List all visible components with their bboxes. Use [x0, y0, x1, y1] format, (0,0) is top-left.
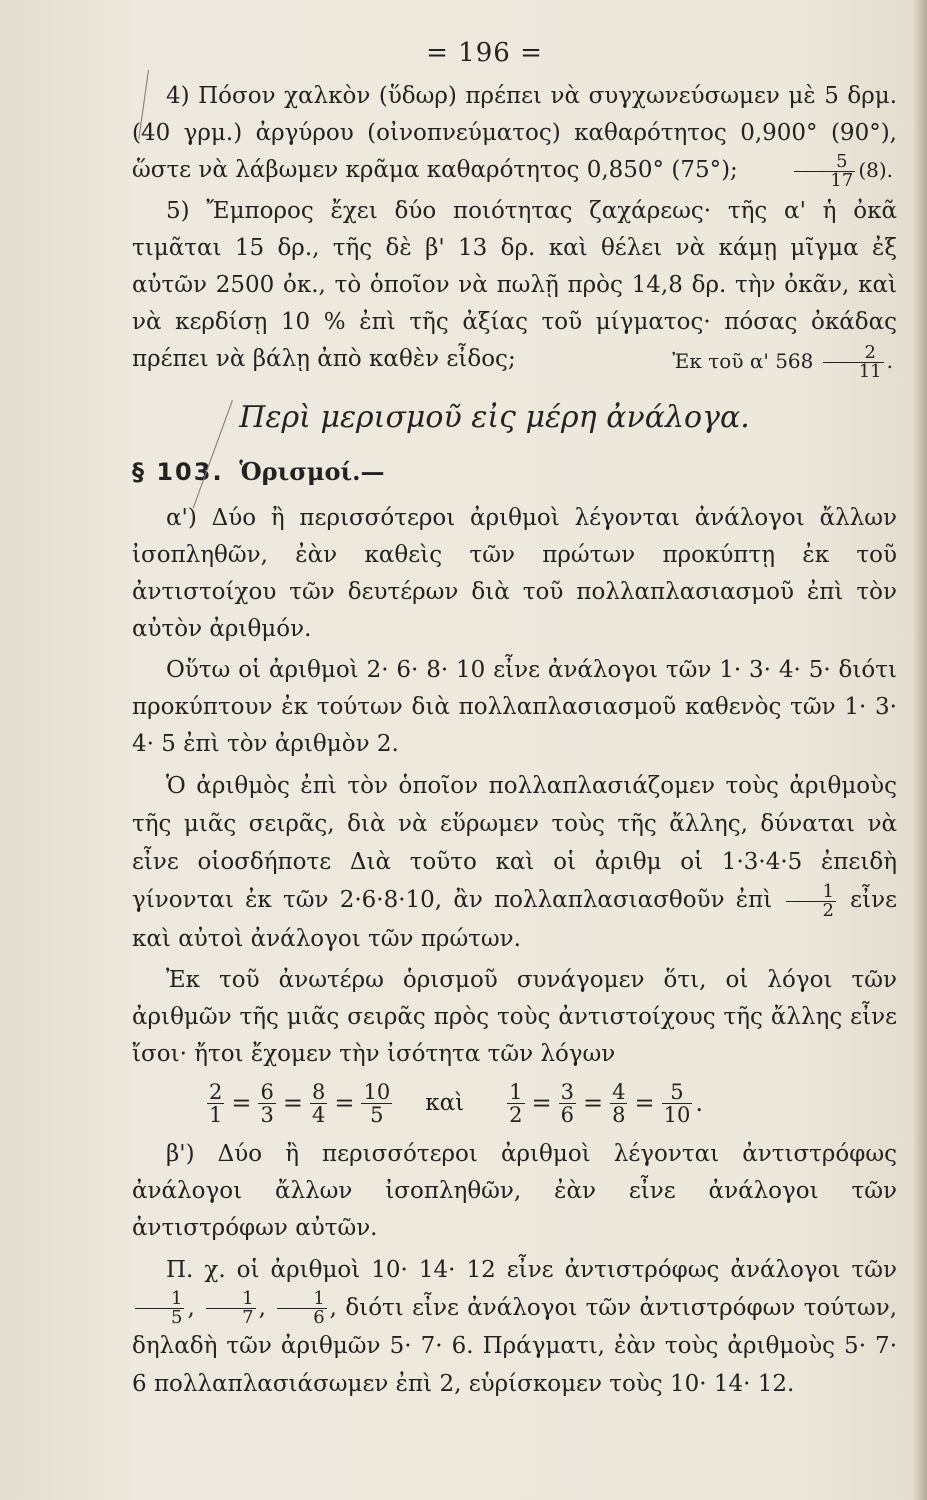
ratio-paragraph: Ἐκ τοῦ ἀνωτέρω ὁρισμοῦ συνάγομεν ὅτι, οἱ λόγοι τῶν ἀριθμῶν τῆς μιᾶς σειρᾶς πρὸς τοὺς ἀντιστοίχους τῆς ἄλλης εἶνε ἴσοι· ἤτοι ἔχομεν τὴν ἰσότητα τῶν λόγων [132, 966, 897, 1067]
fraction-denominator: 5 [171, 1307, 183, 1328]
multiplier-text-after: εἶνε καὶ αὐτοὶ ἀνάλογοι τῶν πρώτων. [132, 887, 898, 952]
fraction-denominator: 5 [370, 1102, 384, 1127]
page-number: = 196 = [426, 38, 543, 68]
problem-5-answer [638, 343, 893, 381]
multiplier-text: Ὁ ἀριθμὸς ἐπὶ τὸν ὁποῖον πολλαπλασιάζομεν τοὺς ἀριθμοὺς τῆς μιᾶς σειρᾶς, διὰ νὰ εὕρωμεν τοὺς τῆς ἄλλης, δύναται νὰ εἶνε οἱοσδήποτε Διὰ τοῦτο καὶ οἱ ἀριθμ οἱ 1·3·4·5 ἐπειδὴ γίνονται ἐκ τῶν 2·6·8·10, ἂν πολλαπλασιασθοῦν ἐπὶ [132, 773, 897, 913]
fraction-denominator: 2 [509, 1102, 523, 1127]
fraction-denominator: 10 [663, 1102, 691, 1127]
fraction-denominator: 2 [822, 899, 834, 921]
fraction-numerator: 1 [277, 1290, 326, 1309]
fraction-numerator: 1 [135, 1290, 184, 1309]
problem-4 [132, 78, 897, 189]
equals-sign: = [231, 1089, 252, 1117]
equals-sign: = [582, 1089, 604, 1117]
problem-4-answer-fraction [794, 153, 855, 190]
equation-end: . [695, 1089, 703, 1117]
inverse-fraction-1-7 [206, 1290, 255, 1327]
fraction-denominator: 1 [209, 1102, 223, 1127]
equation-fraction-5-10 [662, 1081, 693, 1126]
multiplier-fraction [786, 880, 835, 921]
equation-fraction-2-1 [207, 1081, 224, 1126]
fraction-numerator: 10 [363, 1079, 391, 1104]
fraction-numerator: 3 [560, 1079, 574, 1104]
fraction-denominator: 6 [313, 1307, 325, 1328]
equation-fraction-6-3 [258, 1081, 275, 1126]
fraction-numerator: 4 [612, 1079, 626, 1104]
section-title: Ὁρισμοί.— [239, 457, 385, 486]
chapter-heading: Περὶ μερισμοῦ εἰς μέρη ἀνάλογα. [239, 400, 750, 435]
fraction-denominator: 3 [260, 1102, 274, 1127]
equation-fraction-3-6 [559, 1081, 576, 1126]
problem-5-answer-prefix: Ἐκ τοῦ α' 568 [672, 349, 814, 373]
inverse-text-after: διότι εἶνε ἀνάλογοι τῶν ἀντιστρόφων τούτων, δηλαδὴ τῶν ἀριθμῶν 5· 7· 6. Πράγματι, ἐὰν τοὺς ἀριθμοὺς 5· 7· 6 πολλαπλασιάσωμεν ἐπὶ 2, εὑρίσκομεν τοὺς 10· 14· 12. [132, 1294, 898, 1397]
fraction-numerator: 5 [794, 153, 855, 172]
problem-5 [132, 193, 897, 382]
inverse-fraction-1-5 [135, 1290, 184, 1327]
equation-fraction-10-5 [361, 1081, 392, 1126]
fraction-denominator: 8 [612, 1102, 626, 1127]
fraction-numerator: 5 [662, 1081, 693, 1104]
definition-b: β') Δύο ἢ περισσότεροι ἀριθμοὶ λέγονται ἀντιστρόφως ἀνάλογοι ἄλλων ἰσοπληθῶν, ἐὰν εἶνε ἀνάλογοι τῶν ἀντιστρόφων αὐτῶν. [132, 1140, 897, 1241]
inverse-text-before: Π. χ. οἱ ἀριθμοὶ 10· 14· 12 εἶνε ἀντιστρόφως ἀνάλογοι τῶν [166, 1256, 897, 1283]
problem-4-text: 4) Πόσον χαλκὸν (ὕδωρ) πρέπει νὰ συγχωνεύσωμεν μὲ 5 δρμ. (40 γρμ.) ἀργύρου (οἰνοπνεύματος) καθαρότητος 0,900° (90°), ὥστε νὰ λάβωμεν κρᾶμα καθαρότητος 0,850° (75°); [132, 83, 897, 183]
fraction-denominator: 17 [830, 170, 854, 191]
equals-sign: = [282, 1089, 303, 1117]
fraction-numerator: 6 [260, 1079, 274, 1104]
fraction-numerator: 1 [786, 883, 835, 902]
fraction-denominator: 7 [242, 1307, 254, 1328]
fraction-denominator: 4 [311, 1102, 326, 1127]
page-spine-shadow [913, 0, 927, 1500]
equation-connector: καὶ [425, 1090, 465, 1116]
section-header [132, 457, 897, 486]
ratio-equation [204, 1081, 897, 1126]
problem-4-answer-suffix: (8). [858, 158, 893, 182]
definition-a: α') Δύο ἢ περισσότεροι ἀριθμοὶ λέγονται ἀνάλογοι ἄλλων ἰσοπληθῶν, ἐὰν καθεὶς τῶν πρώτων προκύπτῃ ἐκ τοῦ ἀντιστοίχου τῶν δευτέρων διὰ τοῦ πολλαπλασιασμοῦ ἐπὶ τὸν αὐτὸν ἀριθμόν. [132, 505, 897, 642]
fraction-numerator: 2 [209, 1079, 223, 1104]
problem-5-answer-fraction [823, 344, 884, 381]
fraction-numerator: 2 [823, 344, 884, 363]
fraction-numerator: 1 [206, 1290, 255, 1309]
problem-4-answer [757, 152, 893, 190]
inverse-example-paragraph: Π. χ. οἱ ἀριθμοὶ 10· 14· 12 εἶνε ἀντιστρόφως ἀνάλογοι τῶν $\frac{1}{5}$ , $\frac{1}{7}$ , $\frac{1}{6}$ , διότι εἶνε ἀνάλογοι τῶν ἀντιστρόφων τούτων, δηλαδὴ τῶν ἀριθμῶν 5· 7· 6. Πράγματι, ἐὰν τοὺς ἀριθμοὺς 5· 7· 6 πολλαπλασιάσωμεν ἐπὶ 2, εὑρίσκομεν τοὺς 10· 14· 12. [132, 1256, 898, 1397]
example-paragraph: Οὕτω οἱ ἀριθμοὶ 2· 6· 8· 10 εἶνε ἀνάλογοι τῶν 1· 3· 4· 5· διότι προκύπτουν ἐκ τούτων διὰ πολλαπλασιασμοῦ καθενὸς τῶν 1· 3· 4· 5 ἐπὶ τὸν ἀριθμὸν 2. [132, 657, 897, 757]
inverse-fraction-1-6 [277, 1290, 326, 1327]
multiplier-paragraph [132, 767, 897, 958]
problem-5-text: 5) Ἔμπορος ἔχει δύο ποιότητας ζαχάρεως· τῆς α' ἡ ὀκᾶ τιμᾶται 15 δρ., τῆς δὲ β' 13 δρ. καὶ θέλει νὰ κάμῃ μῖγμα ἐξ αὐτῶν 2500 ὀκ., τὸ ὁποῖον νὰ πωλῇ πρὸς 14,8 δρ. τὴν ὀκᾶν, καὶ νὰ κερδίσῃ 10 % ἐπὶ τῆς ἀξίας τοῦ μίγματος· πόσας ὀκάδας πρέπει νὰ βάλῃ ἀπὸ καθὲν εἶδος; [132, 198, 897, 372]
fraction-denominator: 11 [858, 361, 882, 382]
section-number: § 103. [132, 458, 224, 486]
fraction-denominator: 6 [560, 1102, 574, 1127]
equals-sign: = [531, 1089, 552, 1117]
fraction-numerator: 1 [509, 1079, 523, 1104]
equals-sign: = [634, 1089, 655, 1117]
equals-sign: = [334, 1089, 355, 1117]
equation-fraction-8-4 [310, 1081, 327, 1126]
equation-fraction-1-2 [507, 1081, 524, 1126]
fraction-numerator: 8 [311, 1079, 326, 1104]
problem-5-answer-suffix: . [886, 349, 893, 373]
equation-fraction-4-8 [610, 1081, 627, 1126]
